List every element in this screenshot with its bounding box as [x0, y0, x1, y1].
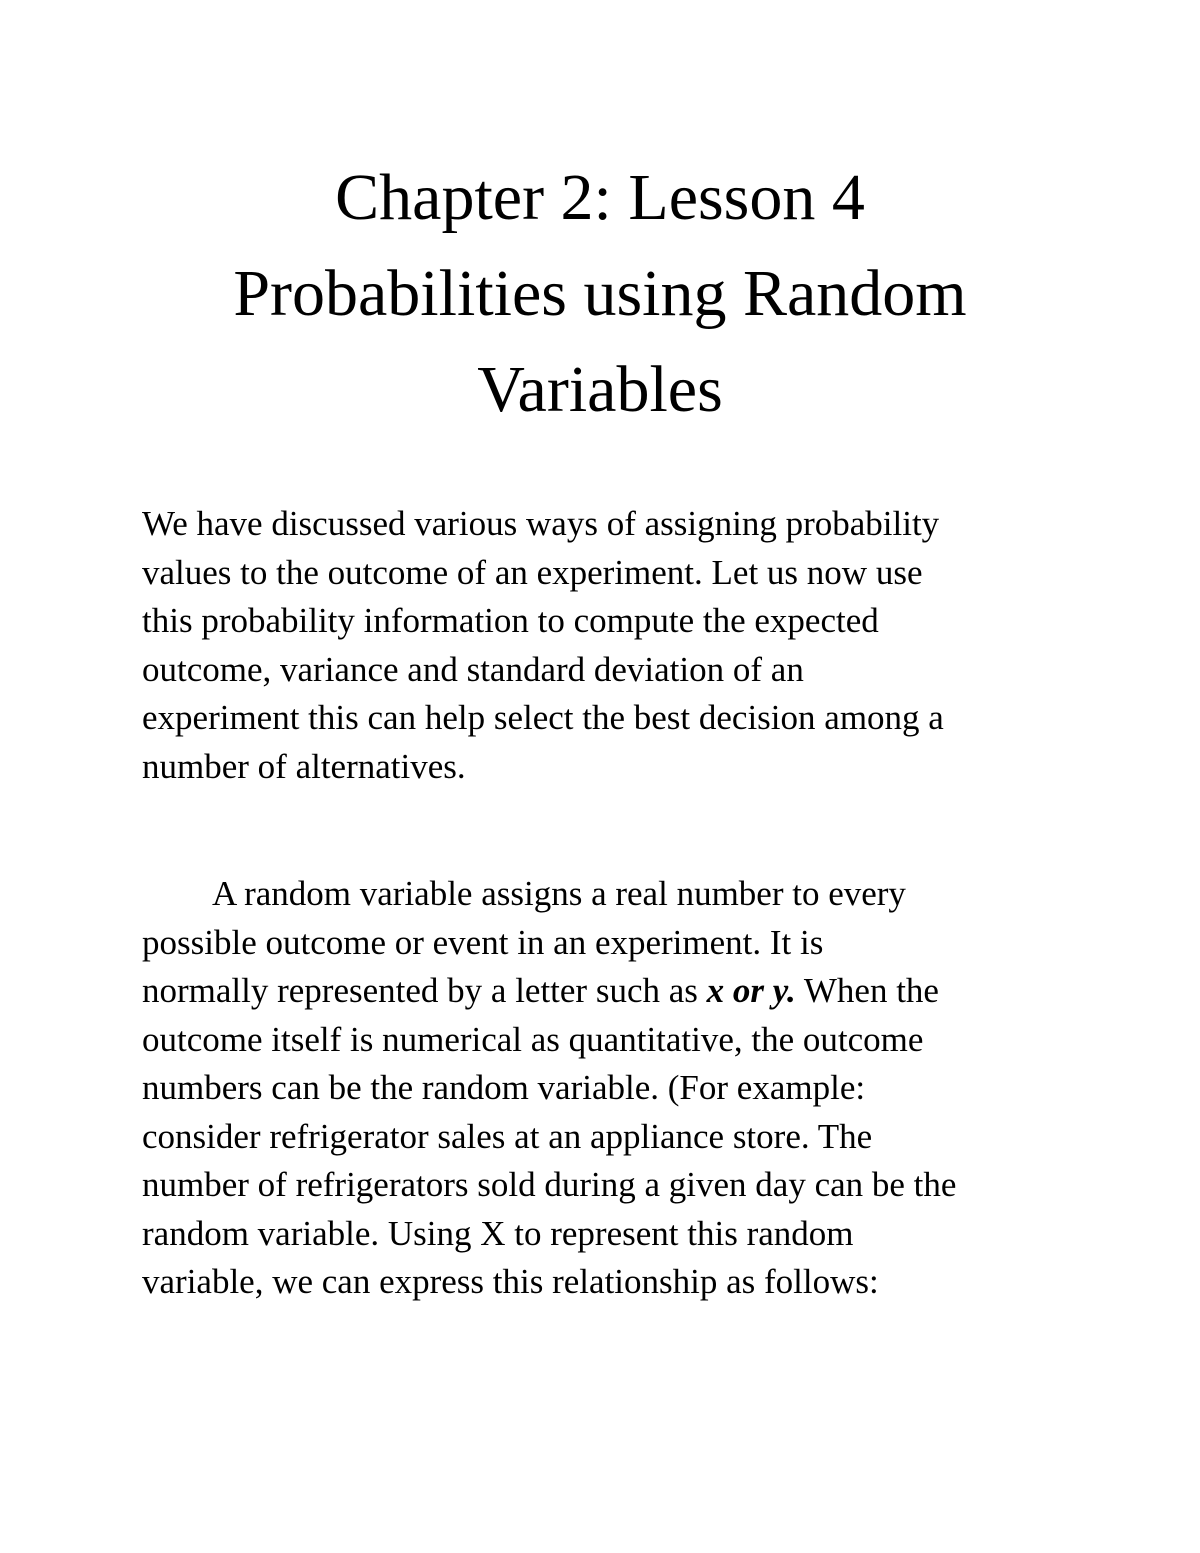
- title-topic-line-2: Variables: [477, 353, 723, 426]
- paragraph-line: values to the outcome of an experiment. Let us now use: [142, 552, 923, 592]
- line-text-before: normally represented by a letter such as: [142, 971, 707, 1010]
- paragraph-line: outcome, variance and standard deviation of an: [142, 649, 804, 689]
- paragraph-line: number of refrigerators sold during a given day can be the: [142, 1165, 957, 1204]
- paragraph-line: consider refrigerator sales at an appliance store. The: [142, 1116, 873, 1156]
- paragraph-line: this probability information to compute the expected: [142, 601, 879, 640]
- emphasized-variables: x or y.: [706, 971, 796, 1010]
- paragraph-line: possible outcome or event in an experiment. It is: [142, 922, 824, 962]
- title-topic-line-1: Probabilities using Random: [233, 257, 967, 330]
- paragraph-line-emphasis: [142, 967, 1072, 1016]
- paragraph-line: number of alternatives.: [142, 746, 466, 786]
- page-title: [0, 150, 1200, 438]
- paragraph-line: outcome itself is numerical as quantitative, the outcome: [142, 1019, 924, 1059]
- paragraph-line: variable, we can express this relationship as follows:: [142, 1262, 879, 1301]
- line-text-after: When the: [795, 971, 939, 1010]
- paragraph-line: numbers can be the random variable. (For example:: [142, 1068, 866, 1107]
- paragraph-line: experiment this can help select the best decision among a: [142, 698, 944, 737]
- paragraph-line: We have discussed various ways of assigning probability: [142, 504, 940, 543]
- title-chapter-lesson: Chapter 2: Lesson 4: [335, 161, 865, 234]
- paragraph-line: A random variable assigns a real number to every: [212, 874, 906, 913]
- random-variable-paragraph: [142, 870, 1072, 1307]
- intro-paragraph: [142, 500, 1072, 791]
- paragraph-line: random variable. Using X to represent this random: [142, 1213, 854, 1253]
